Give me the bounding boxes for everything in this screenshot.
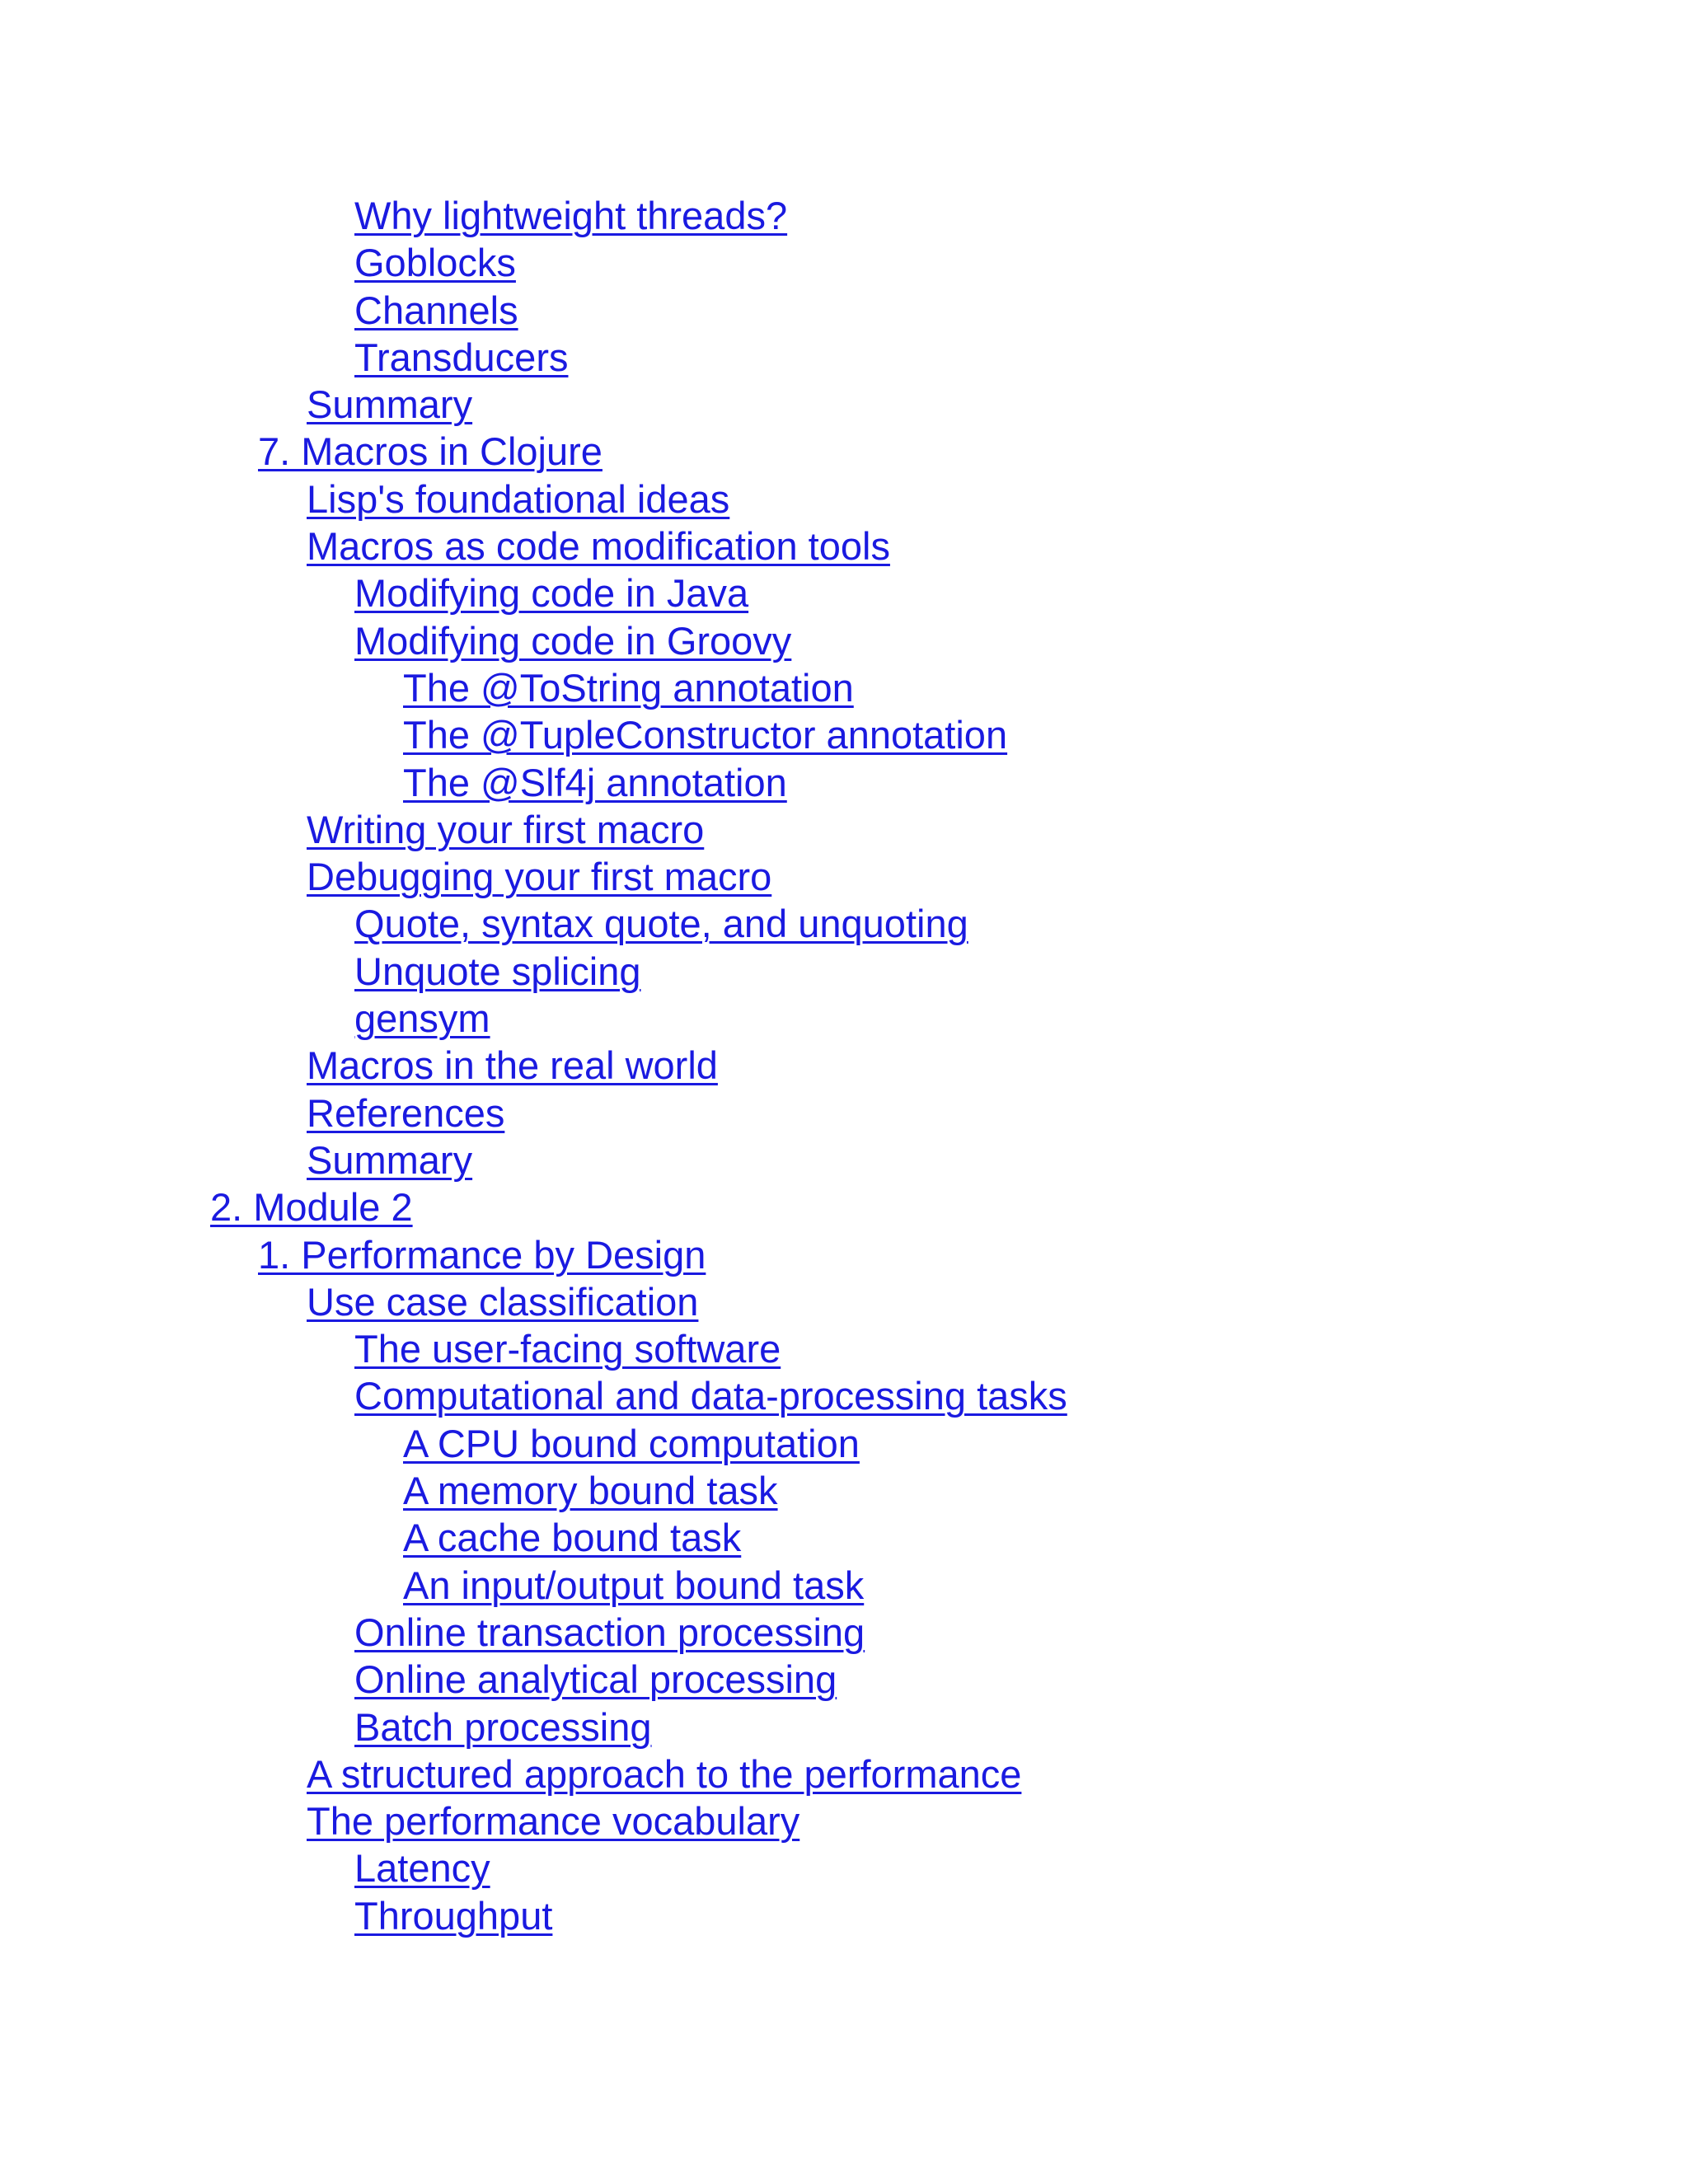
toc-link[interactable]: 2. Module 2 [210,1185,413,1230]
toc-link[interactable]: The user-facing software [354,1327,781,1371]
toc-link[interactable]: Latency [354,1846,490,1891]
toc-entry [0,1562,1688,1609]
toc-entry [0,1656,1688,1703]
toc-entry [0,1042,1688,1089]
toc-entry [0,1844,1688,1891]
toc-link[interactable]: Transducers [354,335,569,379]
toc-entry [0,1325,1688,1372]
toc-link[interactable]: Channels [354,288,518,332]
toc-entry [0,1231,1688,1278]
toc-entry [0,1278,1688,1325]
toc-entry [0,476,1688,523]
toc-entry [0,664,1688,711]
toc-entry [0,334,1688,381]
toc-link[interactable]: The @ToString annotation [403,665,854,710]
toc-entry [0,711,1688,758]
toc-entry [0,1797,1688,1844]
toc-link[interactable]: A CPU bound computation [403,1421,860,1465]
toc-link[interactable]: An input/output bound task [403,1563,865,1607]
toc-link[interactable]: Computational and data-processing tasks [354,1374,1067,1418]
table-of-contents [0,192,1688,1939]
toc-entry [0,1892,1688,1939]
toc-link[interactable]: 1. Performance by Design [258,1232,706,1277]
toc-entry [0,853,1688,900]
toc-entry [0,617,1688,664]
toc-link[interactable]: Modifying code in Java [354,571,749,616]
toc-entry [0,523,1688,569]
toc-link[interactable]: References [307,1090,505,1135]
toc-entry [0,1609,1688,1656]
toc-entry [0,1514,1688,1561]
toc-entry [0,759,1688,806]
toc-entry [0,1750,1688,1797]
toc-entry [0,287,1688,334]
toc-link[interactable]: Quote, syntax quote, and unquoting [354,902,968,946]
toc-entry [0,1420,1688,1467]
toc-link[interactable]: Writing your first macro [307,807,705,851]
toc-link[interactable]: Modifying code in Groovy [354,618,792,663]
toc-link[interactable]: A memory bound task [403,1469,778,1513]
toc-entry [0,1137,1688,1183]
toc-entry [0,1183,1688,1230]
toc-entry [0,192,1688,239]
toc-link[interactable]: Summary [307,382,473,427]
toc-entry [0,239,1688,286]
toc-link[interactable]: Macros as code modification tools [307,524,890,569]
toc-link[interactable]: Online transaction processing [354,1610,865,1654]
toc-entry [0,948,1688,995]
toc-link[interactable]: A cache bound task [403,1516,742,1560]
toc-link[interactable]: 7. Macros in Clojure [258,429,603,474]
toc-entry [0,1704,1688,1750]
toc-link[interactable]: Macros in the real world [307,1043,718,1088]
toc-link[interactable]: The performance vocabulary [307,1799,800,1844]
toc-link[interactable]: Summary [307,1137,473,1182]
toc-entry [0,428,1688,475]
toc-entry [0,1467,1688,1514]
toc-link[interactable]: A structured approach to the performance [307,1751,1022,1796]
toc-link[interactable]: Use case classification [307,1279,699,1324]
toc-link[interactable]: Debugging your first macro [307,855,772,899]
toc-link[interactable]: Throughput [354,1893,553,1938]
toc-entry [0,900,1688,947]
toc-entry [0,381,1688,428]
toc-link[interactable]: gensym [354,996,490,1041]
toc-link[interactable]: Online analytical processing [354,1657,837,1702]
toc-entry [0,995,1688,1042]
toc-entry [0,1372,1688,1419]
toc-link[interactable]: Lisp's foundational ideas [307,476,730,521]
toc-entry [0,806,1688,853]
toc-link[interactable]: The @TupleConstructor annotation [403,713,1008,757]
toc-entry [0,1090,1688,1137]
toc-link[interactable]: Why lightweight threads? [354,194,788,237]
toc-link[interactable]: The @Slf4j annotation [403,760,787,804]
toc-link[interactable]: Goblocks [354,241,516,285]
toc-link[interactable]: Batch processing [354,1704,652,1749]
toc-entry [0,569,1688,616]
toc-link[interactable]: Unquote splicing [354,949,641,993]
